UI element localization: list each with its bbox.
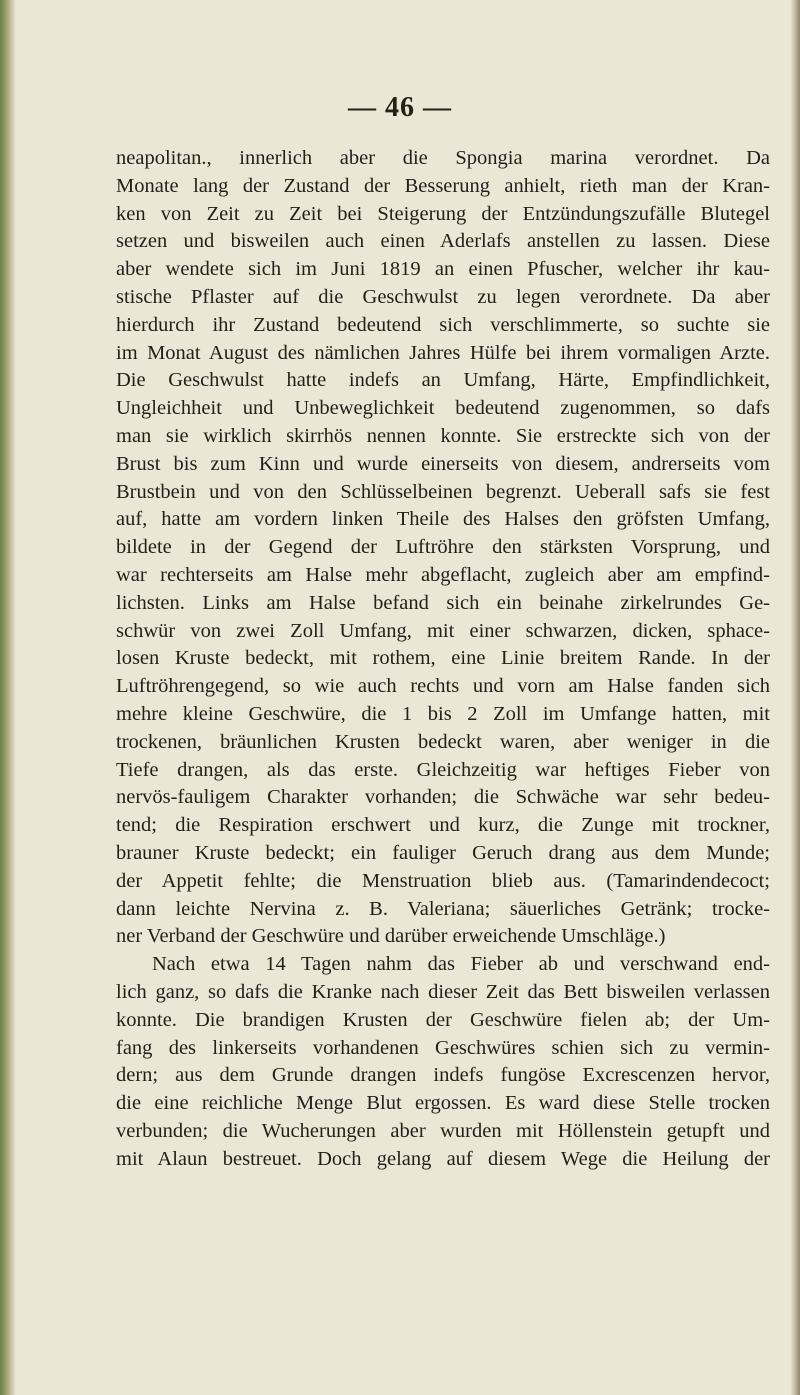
text-line: nervös-fauligem Charakter vorhanden; die Schwäche war sehr bedeu-	[116, 786, 770, 809]
text-line: Nach etwa 14 Tagen nahm das Fieber ab und verschwand end-	[152, 953, 770, 976]
text-line: war rechterseits am Halse mehr abgeflacht, zugleich aber am empfind-	[116, 563, 770, 586]
text-line: lich ganz, so dafs die Kranke nach dieser Zeit das Bett bisweilen verlassen	[116, 980, 770, 1003]
text-line: dern; aus dem Grunde drangen indefs fungöse Excrescenzen hervor,	[116, 1064, 770, 1087]
text-line: konnte. Die brandigen Krusten der Geschwüre fielen ab; der Um-	[116, 1008, 770, 1031]
text-line: mehre kleine Geschwüre, die 1 bis 2 Zoll im Umfange hatten, mit	[116, 702, 770, 725]
text-line: die eine reichliche Menge Blut ergossen. Es ward diese Stelle trocken	[116, 1092, 770, 1115]
text-line: Luftröhrengegend, so wie auch rechts und vorn am Halse fanden sich	[116, 675, 770, 698]
text-line: Die Geschwulst hatte indefs an Umfang, Härte, Empfindlichkeit,	[116, 369, 770, 392]
text-line: setzen und bisweilen auch einen Aderlafs anstellen zu lassen. Diese	[116, 230, 770, 253]
text-line: fang des linkerseits vorhandenen Geschwüres schien sich zu vermin-	[116, 1036, 770, 1059]
text-line: dann leichte Nervina z. B. Valeriana; säuerliches Getränk; trocke-	[116, 897, 770, 920]
text-line: aber wendete sich im Juni 1819 an einen Pfuscher, welcher ihr kau-	[116, 258, 770, 281]
text-line: trockenen, bräunlichen Krusten bedeckt waren, aber weniger in die	[116, 730, 770, 753]
text-line: Brust bis zum Kinn und wurde einerseits von diesem, andrerseits vom	[116, 452, 770, 475]
text-line: im Monat August des nämlichen Jahres Hülfe bei ihrem vormaligen Arzte.	[116, 341, 770, 364]
text-line: auf, hatte am vordern linken Theile des Halses den gröfsten Umfang,	[116, 508, 770, 531]
page-edge	[790, 0, 800, 1395]
text-line: Tiefe drangen, als das erste. Gleichzeitig war heftiges Fieber von	[116, 758, 770, 781]
text-line: losen Kruste bedeckt, mit rothem, eine Linie breitem Rande. In der	[116, 647, 770, 670]
binding-edge	[0, 0, 16, 1395]
text-line: mit Alaun bestreuet. Doch gelang auf diesem Wege die Heilung der	[116, 1147, 770, 1170]
text-line: brauner Kruste bedeckt; ein fauliger Geruch drang aus dem Munde;	[116, 841, 770, 864]
text-line: man sie wirklich skirrhös nennen konnte. Sie erstreckte sich von der	[116, 424, 770, 447]
text-line: hierdurch ihr Zustand bedeutend sich verschlimmerte, so suchte sie	[116, 313, 770, 336]
text-line: ken von Zeit zu Zeit bei Steigerung der Entzündungszufälle Blutegel	[116, 202, 770, 225]
text-line: schwür von zwei Zoll Umfang, mit einer schwarzen, dicken, sphace-	[116, 619, 770, 642]
text-line: der Appetit fehlte; die Menstruation blieb aus. (Tamarindendecoct;	[116, 869, 770, 892]
text-line: neapolitan., innerlich aber die Spongia marina verordnet. Da	[116, 147, 770, 169]
text-line: Ungleichheit und Unbeweglichkeit bedeutend zugenommen, so dafs	[116, 397, 770, 420]
page-number: — 46 —	[348, 92, 452, 123]
text-line: ner Verband der Geschwüre und darüber erweichende Umschläge.)	[116, 925, 666, 948]
text-line: verbunden; die Wucherungen aber wurden mit Höllenstein getupft und	[116, 1119, 770, 1142]
text-line: tend; die Respiration erschwert und kurz, die Zunge mit trockner,	[116, 814, 770, 837]
text-line: stische Pflaster auf die Geschwulst zu legen verordnete. Da aber	[116, 285, 770, 308]
text-line: Brustbein und von den Schlüsselbeinen begrenzt. Ueberall safs sie fest	[116, 480, 770, 503]
text-line: Monate lang der Zustand der Besserung anhielt, rieth man der Kran-	[116, 174, 770, 197]
body-text	[116, 145, 770, 1173]
text-line: lichsten. Links am Halse befand sich ein beinahe zirkelrundes Ge-	[116, 591, 770, 614]
text-line: bildete in der Gegend der Luftröhre den stärksten Vorsprung, und	[116, 536, 770, 559]
